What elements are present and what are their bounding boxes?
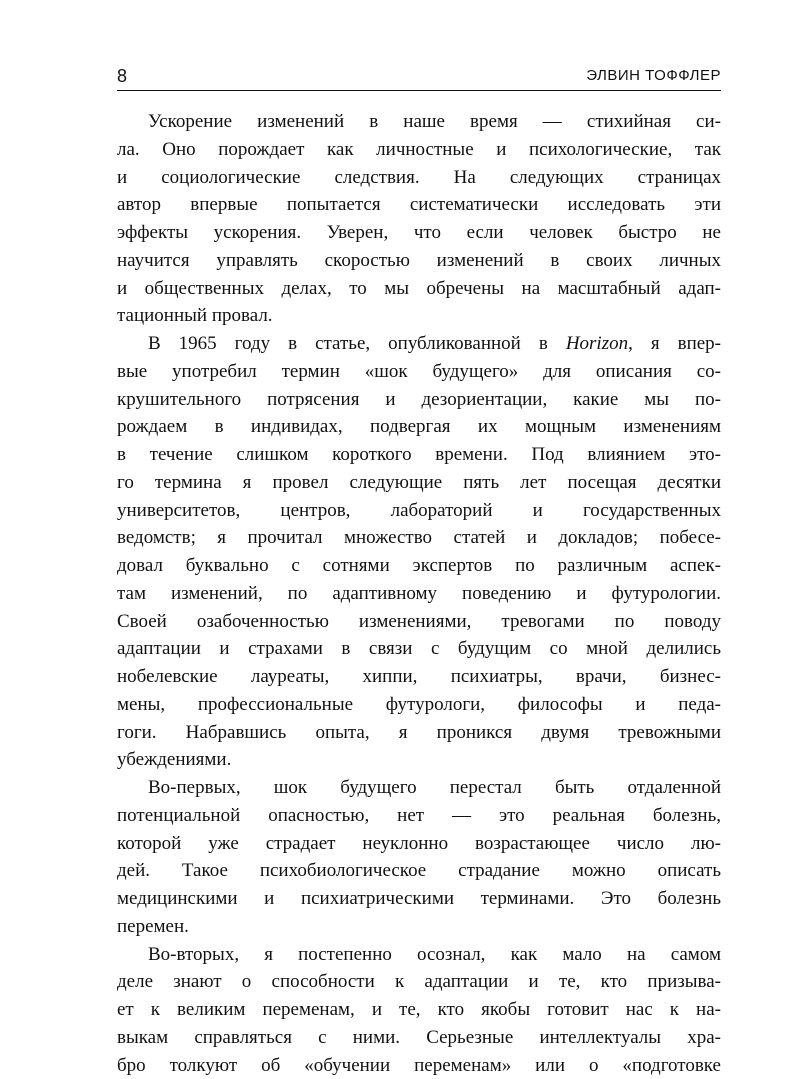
line-text: убеждениями. — [117, 749, 231, 770]
line-text: эффекты ускорения. Уверен, что если человек быстро не — [117, 222, 721, 243]
line-text: научится управлять скоростью изменений в своих личных — [117, 250, 721, 271]
line-text: и общественных делах, то мы обречены на масштабный адап- — [117, 278, 721, 299]
line-text: гоги. Набравшись опыта, я проникся двумя тревожными — [117, 722, 721, 743]
line-text: тационный провал. — [117, 305, 273, 326]
text-line — [117, 275, 721, 303]
line-text: потенциальной опасностью, нет — это реальная болезнь, — [117, 805, 721, 826]
line-text: ведомств; я прочитал множество статей и докладов; побесе- — [117, 527, 721, 548]
text-line — [117, 191, 721, 219]
text-line — [117, 996, 721, 1024]
text-line — [117, 774, 721, 802]
line-text: ет к великим переменам, и те, кто якобы готовит нас к на- — [117, 999, 721, 1020]
text-line — [117, 663, 721, 691]
page-number: 8 — [117, 66, 127, 87]
line-text: в течение слишком короткого времени. Под влиянием это- — [117, 444, 721, 465]
line-text: крушительного потрясения и дезориентации, какие мы по- — [117, 389, 721, 410]
text-line — [117, 108, 721, 136]
text-line — [117, 219, 721, 247]
text-line — [117, 968, 721, 996]
line-text: и социологические следствия. На следующих страницах — [117, 167, 721, 188]
italic-title: Horizon — [566, 333, 628, 354]
text-line — [117, 746, 721, 774]
text-line — [117, 358, 721, 386]
text-line — [117, 413, 721, 441]
line-text: университетов, центров, лабораторий и государственных — [117, 500, 721, 521]
text-line — [117, 635, 721, 663]
text-line — [117, 552, 721, 580]
line-text: Ускорение изменений в наше время — стихийная си- — [148, 111, 721, 132]
line-text: вые употребил термин «шок будущего» для описания со- — [117, 361, 721, 382]
line-text: медицинскими и психиатрическими терминами. Это болезнь — [117, 888, 721, 909]
text-line — [117, 691, 721, 719]
text-line — [117, 608, 721, 636]
line-text: нобелевские лауреаты, хиппи, психиатры, врачи, бизнес- — [117, 666, 721, 687]
text-line — [117, 1024, 721, 1052]
line-text: там изменений, по адаптивному поведению и футурологии. — [117, 583, 721, 604]
line-text: перемен. — [117, 916, 189, 937]
text-line — [117, 469, 721, 497]
text-line — [117, 386, 721, 414]
text-line — [117, 441, 721, 469]
text-line — [117, 164, 721, 192]
line-text: Своей озабоченностью изменениями, тревогами по поводу — [117, 611, 721, 632]
line-text: ла. Оно порождает как личностные и психологические, так — [117, 139, 721, 160]
running-head — [117, 64, 721, 91]
text-line — [117, 913, 721, 941]
line-text: которой уже страдает неуклонно возрастающее число лю- — [117, 833, 721, 854]
line-text: бро толкуют об «обучении переменам» или о «подготовке — [117, 1055, 721, 1076]
text-line — [117, 857, 721, 885]
line-text: деле знают о способности к адаптации и те, кто призыва- — [117, 971, 721, 992]
text-line — [117, 247, 721, 275]
line-text: Во-первых, шок будущего перестал быть отдаленной — [148, 777, 721, 798]
text-line — [117, 830, 721, 858]
line-text: В 1965 году в статье, опубликованной в — [148, 333, 566, 354]
line-text: дей. Такое психобиологическое страдание можно описать — [117, 860, 721, 881]
line-text: выкам справляться с ними. Серьезные интеллектуалы хра- — [117, 1027, 721, 1048]
text-line — [117, 330, 721, 358]
text-line — [117, 802, 721, 830]
text-line — [117, 524, 721, 552]
body-text — [117, 108, 721, 1079]
text-line — [117, 1052, 721, 1079]
text-line — [117, 580, 721, 608]
text-line — [117, 941, 721, 969]
line-text: го термина я провел следующие пять лет посещая десятки — [117, 472, 721, 493]
text-line — [117, 136, 721, 164]
text-line — [117, 885, 721, 913]
text-line — [117, 302, 721, 330]
line-text: мены, профессиональные футурологи, философы и педа- — [117, 694, 721, 715]
line-text: Во-вторых, я постепенно осознал, как мало на самом — [148, 944, 721, 965]
running-head-author: ЭЛВИН ТОФФЛЕР — [586, 67, 721, 84]
text-line — [117, 497, 721, 525]
line-text: автор впервые попытается систематически исследовать эти — [117, 194, 721, 215]
line-text-continued: , я впер- — [628, 333, 721, 354]
line-text: рождаем в индивидах, подвергая их мощным изменениям — [117, 416, 721, 437]
line-text: адаптации и страхами в связи с будущим со мной делились — [117, 638, 721, 659]
text-line — [117, 719, 721, 747]
line-text: довал буквально с сотнями экспертов по различным аспек- — [117, 555, 721, 576]
